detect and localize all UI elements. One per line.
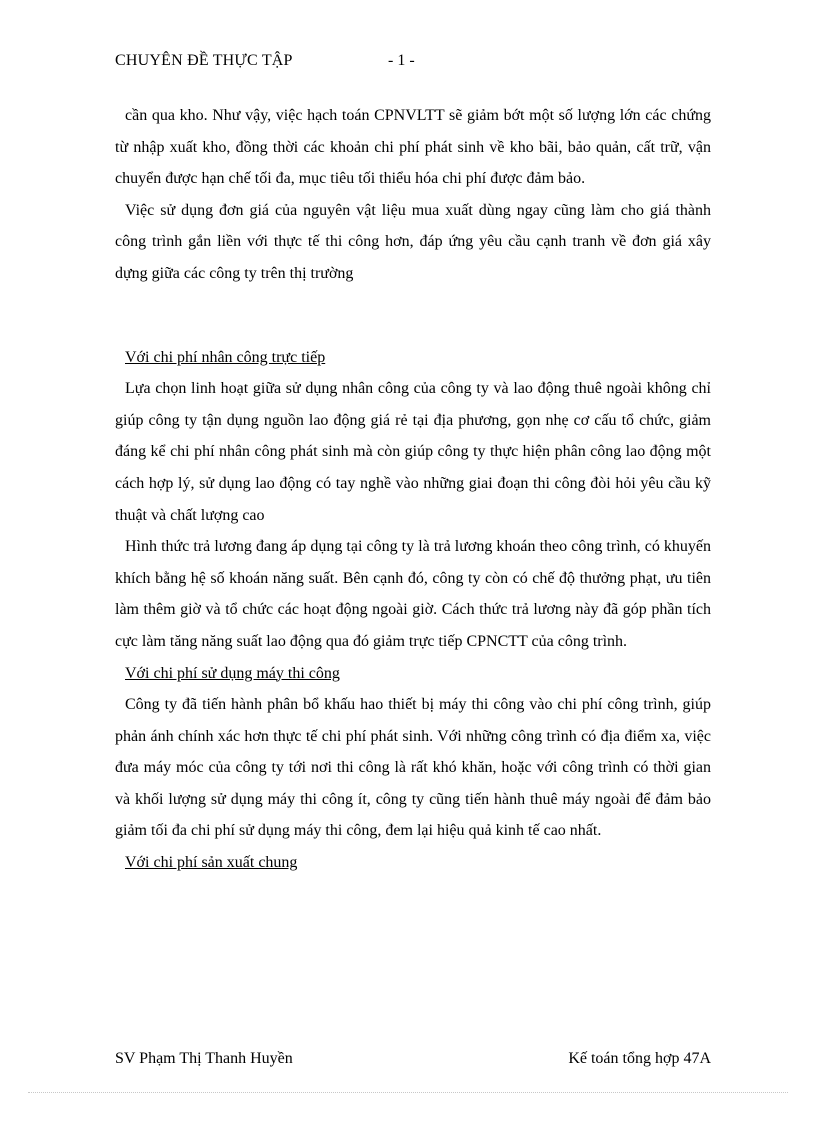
heading-direct-labor-text: Với chi phí nhân công trực tiếp [125,348,326,366]
header-title: CHUYÊN ĐỀ THỰC TẬP [115,52,293,69]
paragraph-wage-form: Hình thức trả lương đang áp dụng tại công ty là trả lương khoán theo công trình, có khuyến khích bằng hệ số khoán năng suất. Bên cạnh đó, công ty còn có chế độ thưởng phạt, ưu tiên làm thêm giờ và tổ chức các hoạt động ngoài giờ. Cách thức trả lương này đã góp phần tích cực làm tăng năng suất lao động qua đó giảm trực tiếp CPNCTT của công trình. [115,538,711,650]
page-number: - 1 - [388,52,415,69]
paragraph-machine-depreciation: Công ty đã tiến hành phân bổ khấu hao thiết bị máy thi công vào chi phí công trình, giúp phản ánh chính xác hơn thực tế chi phí phát sinh. Với những công trình có địa điểm xa, việc đưa máy móc của công ty tới nơi thi công là rất khó khăn, hoặc với công trình có thời gian và khối lượng sử dụng máy thi công ít, công ty cũng tiến hành thuê máy ngoài để đảm bảo giảm tối đa chi phí sử dụng máy thi công, đem lại hiệu quả kinh tế cao nhất. [115,696,711,840]
page-header [115,52,715,76]
footer-class-name: Kế toán tổng hợp 47A [568,1050,711,1067]
heading-machine-cost-text: Với chi phí sử dụng máy thi công [125,664,340,682]
heading-direct-labor [115,342,711,374]
heading-machine-cost [115,658,711,690]
document-body [115,100,711,879]
heading-general-production-cost [115,847,711,879]
heading-general-production-cost-text: Với chi phí sản xuất chung [125,854,298,872]
footer-student-name: SV Phạm Thị Thanh Huyền [115,1050,293,1067]
spacer [115,290,711,342]
paragraph-labor-flexibility: Lựa chọn linh hoạt giữa sử dụng nhân công của công ty và lao động thuê ngoài không chỉ giúp công ty tận dụng nguồn lao động giá rẻ tại địa phương, gọn nhẹ cơ cấu tổ chức, giảm đáng kể chi phí nhân công phát sinh mà còn giúp công ty thực hiện phân công lao động một cách hợp lý, sử dụng lao động có tay nghề vào những giai đoạn thi công đòi hỏi yêu cầu kỹ thuật và chất lượng cao [115,380,711,524]
page-footer [115,1050,711,1074]
paragraph-unit-price: Việc sử dụng đơn giá của nguyên vật liệu mua xuất dùng ngay cũng làm cho giá thành công trình gắn liền với thực tế thi công hơn, đáp ứng yêu cầu cạnh tranh về đơn giá xây dựng giữa các công ty trên thị trường [115,201,711,282]
page-edge-divider [28,1092,788,1093]
paragraph-material-cost-end: cần qua kho. Như vậy, việc hạch toán CPNVLTT sẽ giảm bớt một số lượng lớn các chứng từ nhập xuất kho, đồng thời các khoản chi phí phát sinh về kho bãi, bảo quản, cất trữ, vận chuyển được hạn chế tối đa, mục tiêu tối thiểu hóa chi phí được đảm bảo. [115,107,711,188]
